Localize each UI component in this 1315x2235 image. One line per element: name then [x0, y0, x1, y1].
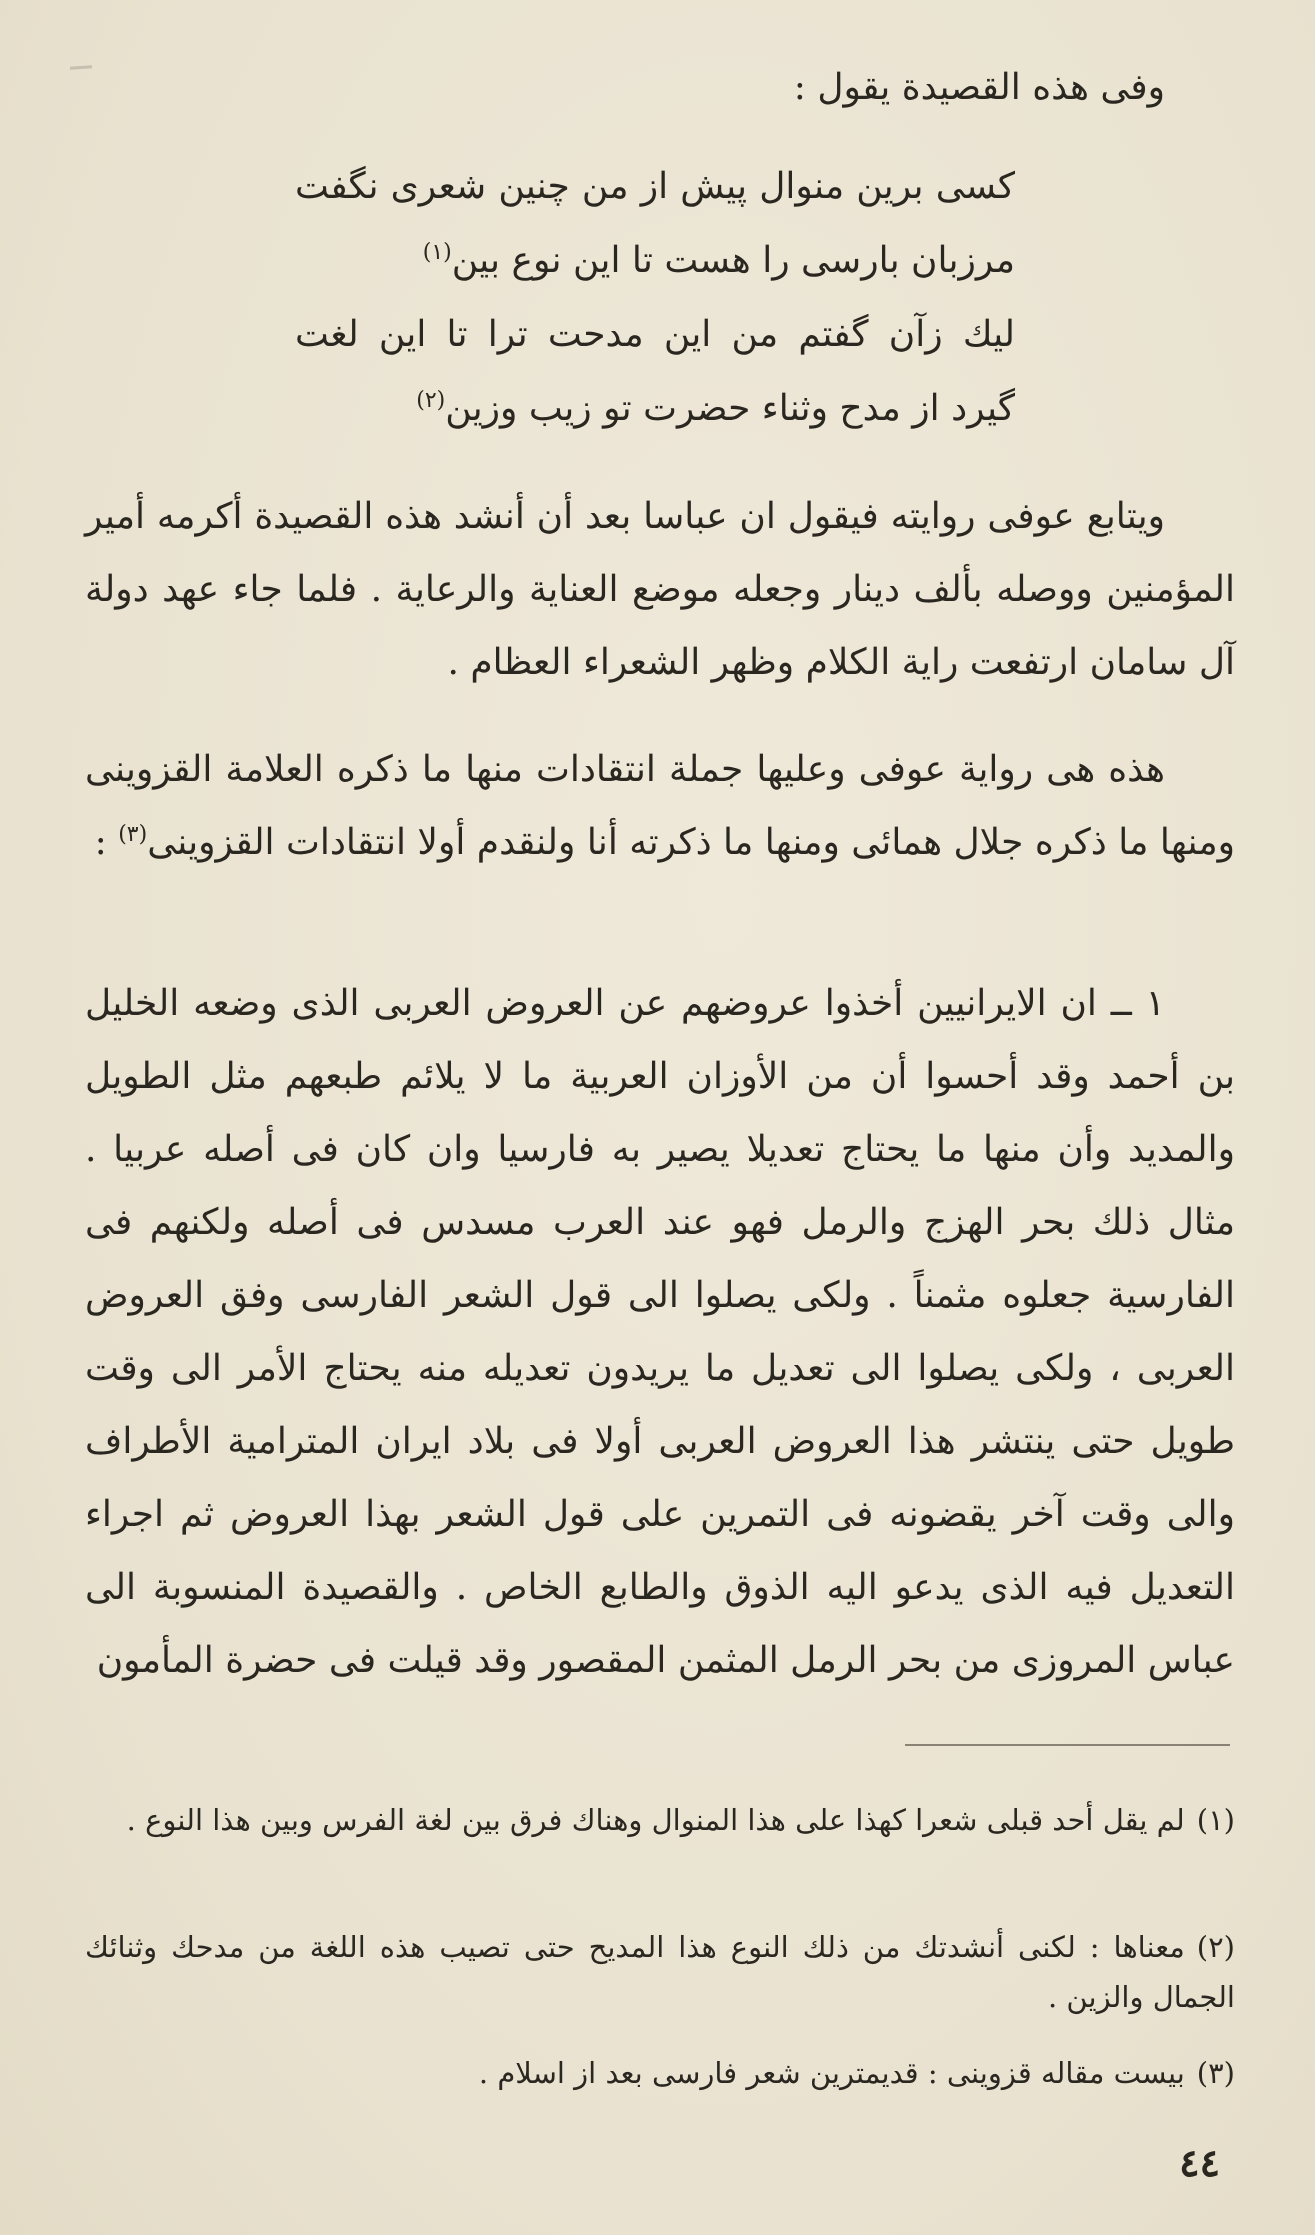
paragraph-tail: :: [94, 822, 119, 863]
poem-verse-text: گيرد از مدح وثناء حضرت تو زيب وزين: [445, 388, 1015, 429]
body-paragraph: [85, 480, 1235, 699]
body-paragraph: [85, 733, 1235, 879]
page-number: ٤٤: [1179, 2140, 1220, 2185]
footnote: [85, 1922, 1235, 2022]
footnote-text: معناها : لكنى أنشدتك من ذلك النوع هذا المديح حتى تصيب هذه اللغة من مدحك وثنائك الجمال والزين .: [85, 1930, 1235, 2014]
paragraph-text: ويتابع عوفى روايته فيقول ان عباسا بعد أن أنشد هذه القصيدة أكرمه أمير المؤمنين ووصله بألف دينار وجعله موضع العناية والرعاية . فلما جاء عهد دولة آل سامان ارتفعت راية الكلام وظهر الشعراء العظام .: [85, 496, 1235, 683]
footnote: [85, 2048, 1235, 2098]
footnote-marker: (٣): [118, 822, 148, 847]
footnote-number: (١): [1196, 1803, 1235, 1837]
poem-verse-1: [295, 150, 1015, 224]
paragraph-text: ١ ــ ان الايرانيين أخذوا عروضهم عن العروض العربى الذى وضعه الخليل بن أحمد وقد أحسوا أن من الأوزان العربية ما لا يلائم طبعهم مثل الطويل والمديد وأن منها ما يحتاج تعديلا يصير به فارسيا وان كان فى أصله عربيا . مثال ذلك بحر الهزج والرمل فهو عند العرب مسدس فى أصله ولكنهم فى الفارسية جعلوه مثمناً . ولكى يصلوا الى قول الشعر الفارسى وفق العروض العربى ، ولكى يصلوا الى تعديل ما يريدون تعديله منه يحتاج الأمر الى وقت طويل حتى ينتشر هذا العروض العربى أولا فى بلاد ايران المترامية الأطراف والى وقت آخر يقضونه فى التمرين على قول الشعر بهذا العروض ثم اجراء التعديل فيه الذى يدعو اليه الذوق والطابع الخاص . والقصيدة المنسوبة الى عباس المروزى من بحر الرمل المثمن المقصور وقد قيلت فى حضرة المأمون: [85, 983, 1235, 1681]
footnote-text: بيست مقاله قزوينى : قديمترين شعر فارسى بعد از اسلام .: [478, 2056, 1185, 2090]
body-paragraph: [85, 967, 1235, 1697]
paragraph-text: هذه هى رواية عوفى وعليها جملة انتقادات منها ما ذكره العلامة القزوينى ومنها ما ذكره جلال همائى ومنها ما ذكرته أنا ولنقدم أولا انتقادات القزوينى: [85, 749, 1235, 863]
footnote-marker: (١): [422, 240, 452, 265]
poem-verse-text: كسى برين منوال پيش از من چنين شعرى نگفت: [295, 166, 1015, 207]
poem-verse-4: [295, 372, 1015, 446]
intro-line: وفى هذه القصيدة يقول :: [793, 67, 1165, 108]
persian-poem: [295, 150, 1015, 446]
footnote: [85, 1795, 1235, 1845]
footnote-marker: (٢): [416, 388, 446, 413]
poem-verse-2: [295, 224, 1015, 298]
footnote-number: (٢): [1196, 1930, 1235, 1964]
poem-verse-3: [295, 298, 1015, 372]
print-speck: [70, 65, 92, 70]
footnote-number: (٣): [1196, 2056, 1235, 2090]
footnote-text: لم يقل أحد قبلى شعرا كهذا على هذا المنوال وهناك فرق بين لغة الفرس وبين هذا النوع .: [126, 1803, 1185, 1837]
poem-verse-text: ليك زآن گفتم من اين مدحت ترا تا اين لغت: [295, 314, 1015, 355]
poem-verse-text: مرزبان بارسى را هست تا اين نوع بين: [451, 240, 1015, 281]
footnote-divider: [905, 1744, 1230, 1746]
